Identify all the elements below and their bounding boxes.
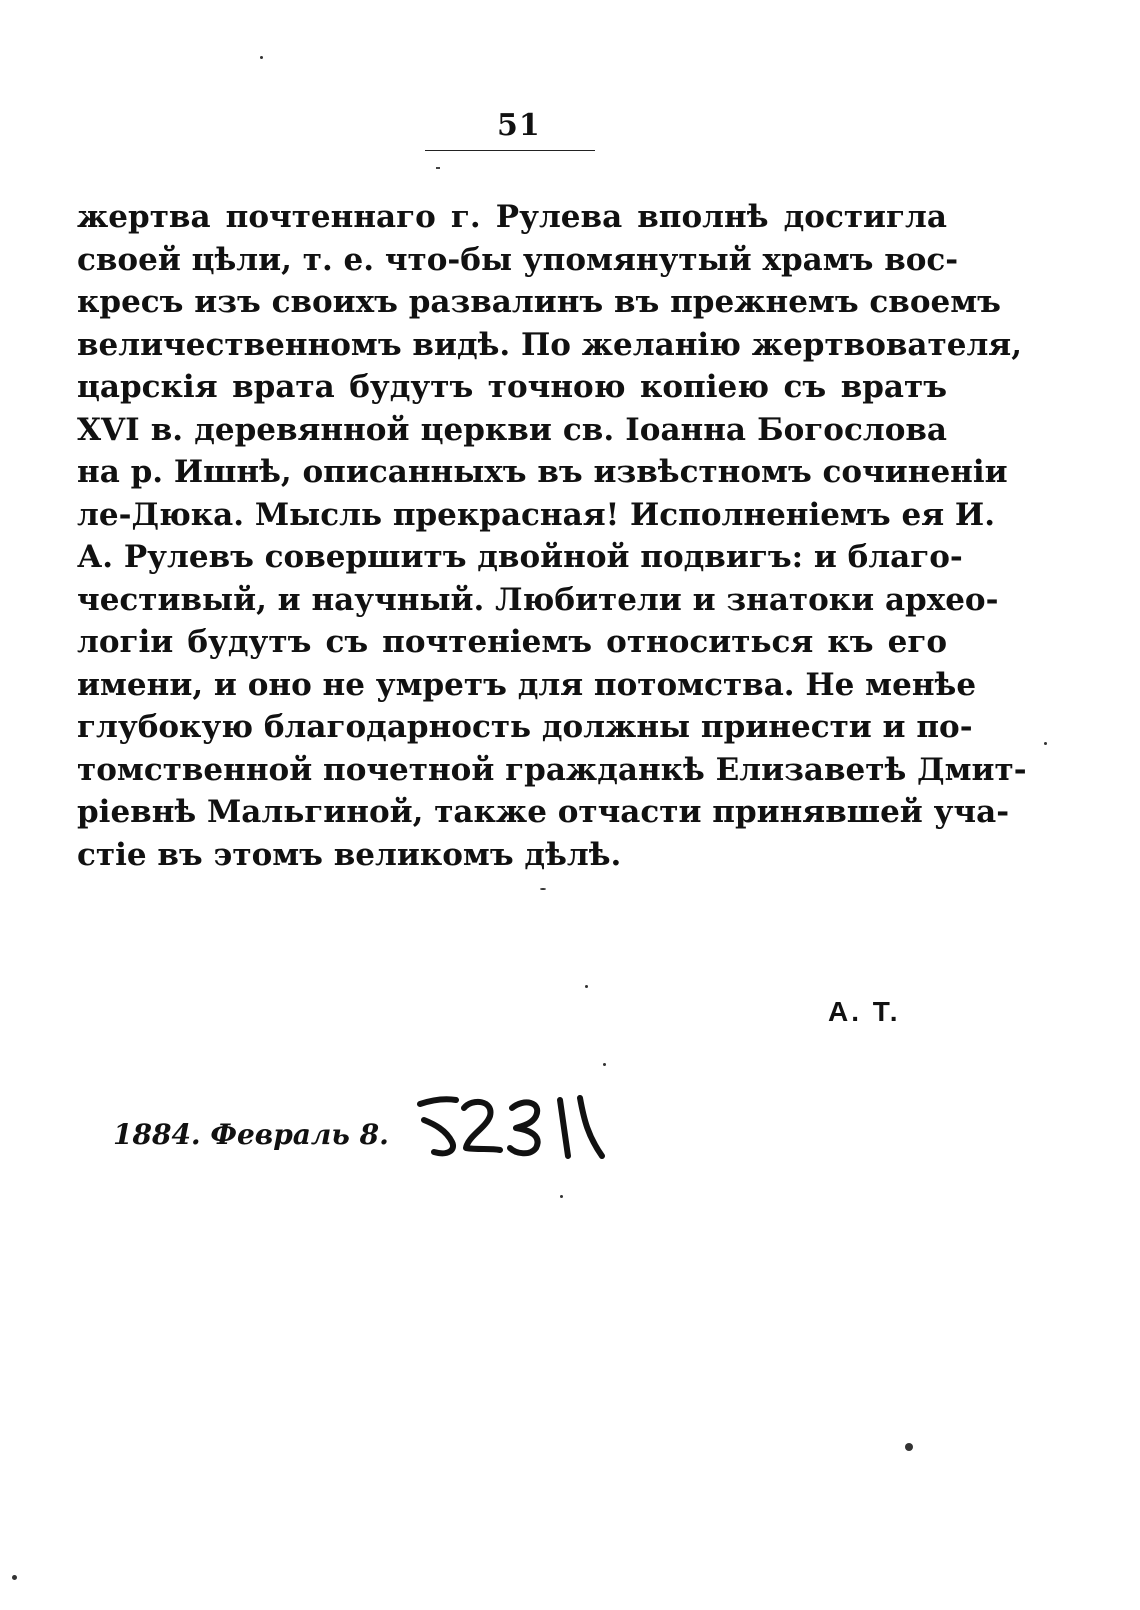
text-line: А. Рулевъ совершитъ двойной подвигъ: и благо- <box>77 539 963 575</box>
header-rule <box>425 150 595 151</box>
scan-speck <box>585 985 588 988</box>
text-line: на р. Ишнѣ, описанныхъ въ извѣстномъ сочиненіи <box>77 454 1008 490</box>
text-line: логіи будутъ съ почтеніемъ относиться къ его <box>77 624 947 660</box>
scan-speck <box>1044 742 1047 745</box>
text-line: ле-Дюка. Мысль прекрасная! Исполненіемъ ея И. <box>77 496 995 533</box>
scan-speck <box>260 56 263 59</box>
header-rule-mark <box>436 167 440 169</box>
text-line: стіе въ этомъ великомъ дѣлѣ. <box>77 836 622 873</box>
date-line: 1884. Февраль 8. <box>113 1118 389 1151</box>
scan-speck <box>905 1443 913 1451</box>
text-line: ріевнѣ Мальгиной, также отчасти принявшей уча- <box>77 794 1010 830</box>
text-line: величественномъ видѣ. По желанію жертвователя, <box>77 326 1023 363</box>
body-text <box>77 196 1027 876</box>
text-line: своей цѣли, т. е. что-бы упомянутый храмъ вос- <box>77 241 959 278</box>
text-line: жертва почтеннаго г. Рулева вполнѣ достигла <box>77 199 947 235</box>
text-line: томственной почетной гражданкѣ Елизаветѣ Дмит- <box>77 751 1027 788</box>
author-signature: А. Т. <box>828 996 901 1027</box>
scan-speck <box>560 1195 563 1198</box>
scan-speck <box>603 1063 606 1066</box>
scan-speck <box>12 1575 17 1580</box>
handwritten-stamp-number <box>412 1090 622 1160</box>
text-line: кресъ изъ своихъ развалинъ въ прежнемъ своемъ <box>77 284 1001 320</box>
scan-speck <box>540 888 546 890</box>
text-line: XVI в. деревянной церкви св. Іоанна Богослова <box>77 411 947 448</box>
text-line: честивый, и научный. Любители и знатоки архео- <box>77 581 999 618</box>
text-line: глубокую благодарность должны принести и по- <box>77 709 973 745</box>
text-line: имени, и оно не умретъ для потомства. Не менѣе <box>77 666 977 703</box>
page-number: 51 <box>497 108 541 143</box>
text-line: царскія врата будутъ точною копіею съ вратъ <box>77 369 947 405</box>
